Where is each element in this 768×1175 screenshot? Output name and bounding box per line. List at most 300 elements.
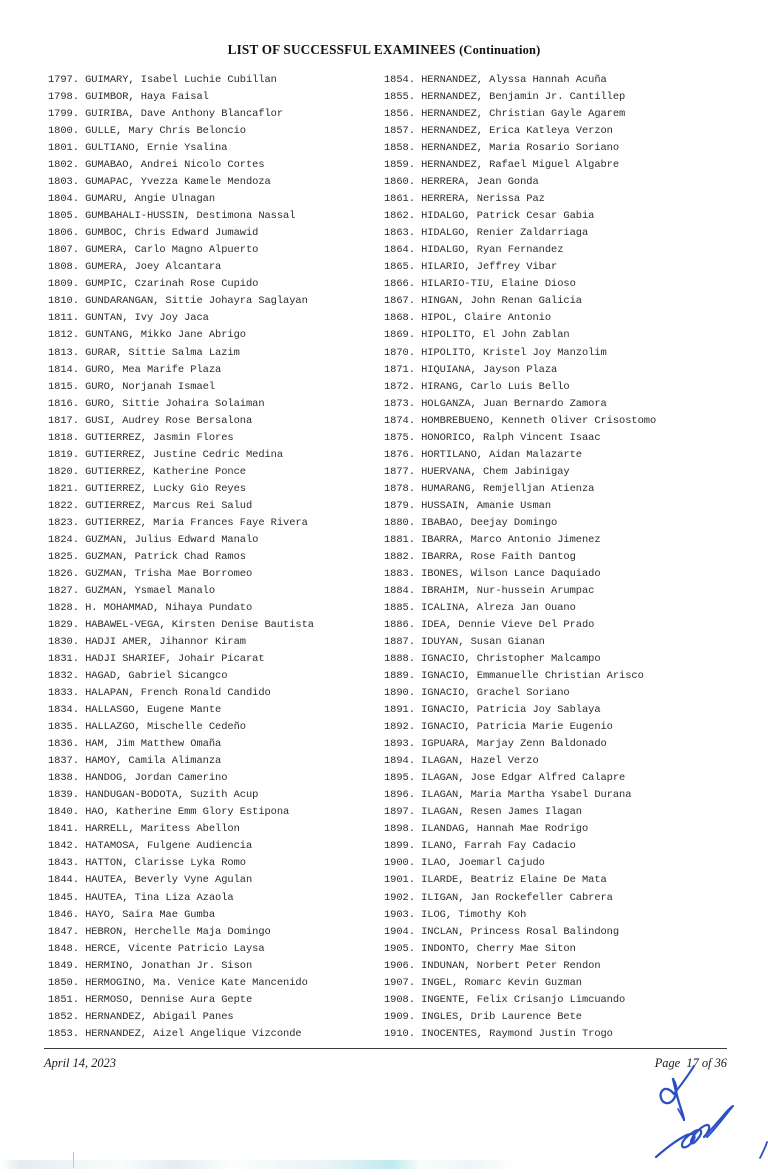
entry-name: HIDALGO, Renier Zaldarriaga xyxy=(421,227,589,240)
entry-number: 1909. xyxy=(384,1010,415,1023)
entry-name: HAMOY, Camila Alimanza xyxy=(85,755,222,768)
entry-name: INGLES, Drib Laurence Bete xyxy=(421,1010,582,1023)
entry-name: GUMARU, Angie Ulnagan xyxy=(85,193,216,206)
entry-number: 1908. xyxy=(384,993,415,1006)
list-item xyxy=(48,634,378,651)
list-item xyxy=(384,123,724,140)
list-item xyxy=(48,293,378,310)
entry-name: HAYO, Saira Mae Gumba xyxy=(85,908,216,921)
list-item xyxy=(384,924,724,941)
entry-number: 1821. xyxy=(48,482,79,495)
entry-number: 1815. xyxy=(48,380,79,393)
entry-number: 1866. xyxy=(384,278,415,291)
list-item xyxy=(384,753,724,770)
list-item xyxy=(384,413,724,430)
list-item xyxy=(384,668,724,685)
entry-name: GUZMAN, Trisha Mae Borromeo xyxy=(85,567,253,580)
entry-name: HEBRON, Herchelle Maja Domingo xyxy=(85,925,271,938)
entry-name: HIDALGO, Ryan Fernandez xyxy=(421,244,564,257)
entry-number: 1848. xyxy=(48,942,79,955)
entry-name: HERNANDEZ, Rafael Miguel Algabre xyxy=(421,159,620,172)
entry-name: IGNACIO, Christopher Malcampo xyxy=(421,653,601,666)
entry-name: HERMOGINO, Ma. Venice Kate Mancenido xyxy=(85,976,308,989)
entry-name: GURO, Mea Marife Plaza xyxy=(85,363,222,376)
entry-number: 1845. xyxy=(48,891,79,904)
list-item xyxy=(48,549,378,566)
entry-name: HAM, Jim Matthew Omaña xyxy=(85,738,222,751)
list-item xyxy=(48,583,378,600)
entry-name: IDUYAN, Susan Gianan xyxy=(421,636,545,649)
entry-number: 1853. xyxy=(48,1027,79,1040)
list-item xyxy=(48,1026,378,1043)
entry-name: ILARDE, Beatriz Elaine De Mata xyxy=(421,874,607,887)
entry-number: 1883. xyxy=(384,567,415,580)
list-item xyxy=(48,855,378,872)
entry-name: IGNACIO, Grachel Soriano xyxy=(421,687,570,700)
list-item xyxy=(48,242,378,259)
list-item xyxy=(384,787,724,804)
entry-name: HUMARANG, Remjelljan Atienza xyxy=(421,482,595,495)
list-item xyxy=(384,872,724,889)
examinee-column-right xyxy=(384,72,724,1043)
entry-number: 1882. xyxy=(384,550,415,563)
entry-name: HERNANDEZ, Aizel Angelique Vizconde xyxy=(85,1027,302,1040)
entry-number: 1857. xyxy=(384,125,415,138)
entry-number: 1839. xyxy=(48,789,79,802)
entry-number: 1820. xyxy=(48,465,79,478)
entry-number: 1802. xyxy=(48,159,79,172)
entry-number: 1828. xyxy=(48,601,79,614)
entry-name: IBRAHIM, Nur-hussein Arumpac xyxy=(421,584,595,597)
list-item xyxy=(48,327,378,344)
list-item xyxy=(48,821,378,838)
list-item xyxy=(48,481,378,498)
list-item xyxy=(48,532,378,549)
entry-name: GUZMAN, Ysmael Manalo xyxy=(85,584,216,597)
entry-number: 1818. xyxy=(48,431,79,444)
list-item xyxy=(384,736,724,753)
list-item xyxy=(384,259,724,276)
entry-number: 1811. xyxy=(48,312,79,325)
entry-name: HORTILANO, Aidan Malazarte xyxy=(421,448,582,461)
list-item xyxy=(48,430,378,447)
entry-name: HALAPAN, French Ronald Candido xyxy=(85,687,271,700)
entry-name: HAO, Katherine Emm Glory Estipona xyxy=(85,806,290,819)
list-item xyxy=(384,327,724,344)
entry-number: 1844. xyxy=(48,874,79,887)
entry-number: 1869. xyxy=(384,329,415,342)
entry-number: 1889. xyxy=(384,670,415,683)
entry-name: INCLAN, Princess Rosal Balindong xyxy=(421,925,620,938)
list-item xyxy=(48,157,378,174)
entry-name: HALLASGO, Eugene Mante xyxy=(85,704,222,717)
entry-number: 1907. xyxy=(384,976,415,989)
entry-number: 1891. xyxy=(384,704,415,717)
entry-name: ILAGAN, Hazel Verzo xyxy=(421,755,539,768)
entry-number: 1910. xyxy=(384,1027,415,1040)
entry-number: 1841. xyxy=(48,823,79,836)
entry-name: ICALINA, Alreza Jan Ouano xyxy=(421,601,576,614)
entry-number: 1850. xyxy=(48,976,79,989)
entry-number: 1901. xyxy=(384,874,415,887)
entry-number: 1897. xyxy=(384,806,415,819)
list-item xyxy=(384,481,724,498)
entry-number: 1877. xyxy=(384,465,415,478)
entry-name: HAUTEA, Beverly Vyne Agulan xyxy=(85,874,253,887)
entry-number: 1895. xyxy=(384,772,415,785)
entry-number: 1872. xyxy=(384,380,415,393)
list-item xyxy=(48,276,378,293)
entry-number: 1798. xyxy=(48,91,79,104)
entry-number: 1847. xyxy=(48,925,79,938)
entry-name: HILARIO, Jeffrey Vibar xyxy=(421,261,558,274)
entry-name: GUNTAN, Ivy Joy Jaca xyxy=(85,312,209,325)
entry-name: GUTIERREZ, Katherine Ponce xyxy=(85,465,246,478)
entry-number: 1875. xyxy=(384,431,415,444)
list-item xyxy=(384,515,724,532)
entry-name: IBONES, Wilson Lance Daquiado xyxy=(421,567,601,580)
entry-name: HERNANDEZ, Maria Rosario Soriano xyxy=(421,142,620,155)
entry-name: ILANO, Farrah Fay Cadacio xyxy=(421,840,576,853)
entry-number: 1805. xyxy=(48,210,79,223)
list-item xyxy=(384,362,724,379)
list-item xyxy=(384,634,724,651)
list-item xyxy=(48,651,378,668)
list-item xyxy=(48,890,378,907)
entry-name: ILAGAN, Maria Martha Ysabel Durana xyxy=(421,789,632,802)
entry-number: 1887. xyxy=(384,636,415,649)
list-item xyxy=(384,907,724,924)
list-item xyxy=(384,770,724,787)
list-item xyxy=(48,174,378,191)
list-item xyxy=(48,310,378,327)
list-item xyxy=(384,447,724,464)
entry-name: GUMABAO, Andrei Nicolo Cortes xyxy=(85,159,265,172)
list-item xyxy=(48,872,378,889)
entry-name: GUTIERREZ, Justine Cedric Medina xyxy=(85,448,284,461)
entry-number: 1862. xyxy=(384,210,415,223)
entry-number: 1807. xyxy=(48,244,79,257)
entry-name: HERNANDEZ, Abigail Panes xyxy=(85,1010,234,1023)
entry-name: GUZMAN, Julius Edward Manalo xyxy=(85,533,259,546)
list-item xyxy=(384,941,724,958)
entry-number: 1870. xyxy=(384,346,415,359)
list-item xyxy=(384,293,724,310)
entry-name: IBARRA, Marco Antonio Jimenez xyxy=(421,533,601,546)
entry-name: GUIMBOR, Haya Faisal xyxy=(85,91,209,104)
list-item xyxy=(384,396,724,413)
entry-name: IGPUARA, Marjay Zenn Baldonado xyxy=(421,738,607,751)
entry-name: IBARRA, Rose Faith Dantog xyxy=(421,550,576,563)
entry-number: 1878. xyxy=(384,482,415,495)
list-item xyxy=(384,855,724,872)
entry-number: 1876. xyxy=(384,448,415,461)
entry-name: ILAGAN, Jose Edgar Alfred Calapre xyxy=(421,772,626,785)
entry-name: HONORICO, Ralph Vincent Isaac xyxy=(421,431,601,444)
entry-name: HANDUGAN-BODOTA, Suzith Acup xyxy=(85,789,259,802)
entry-number: 1804. xyxy=(48,193,79,206)
entry-name: HIPOLITO, Kristel Joy Manzolim xyxy=(421,346,607,359)
entry-number: 1800. xyxy=(48,125,79,138)
list-item xyxy=(48,345,378,362)
entry-number: 1854. xyxy=(384,74,415,86)
entry-number: 1833. xyxy=(48,687,79,700)
list-item xyxy=(48,770,378,787)
entry-name: HUSSAIN, Amanie Usman xyxy=(421,499,552,512)
list-item xyxy=(384,992,724,1009)
list-item xyxy=(384,242,724,259)
list-item xyxy=(48,787,378,804)
entry-number: 1893. xyxy=(384,738,415,751)
entry-number: 1860. xyxy=(384,176,415,189)
list-item xyxy=(384,174,724,191)
list-item xyxy=(48,259,378,276)
list-item xyxy=(48,702,378,719)
entry-number: 1886. xyxy=(384,619,415,631)
list-item xyxy=(384,549,724,566)
list-item xyxy=(48,191,378,208)
page-title-continuation: (Continuation) xyxy=(459,43,541,57)
entry-number: 1835. xyxy=(48,721,79,734)
entry-name: GURO, Sittie Johaira Solaiman xyxy=(85,397,265,410)
handwritten-signature xyxy=(636,1062,768,1168)
footer-page-number: Page 17 of 36 xyxy=(654,1056,727,1070)
list-item xyxy=(48,413,378,430)
entry-number: 1842. xyxy=(48,840,79,853)
entry-name: HIDALGO, Patrick Cesar Gabia xyxy=(421,210,595,223)
page-title xyxy=(0,42,768,58)
list-item xyxy=(48,140,378,157)
list-item xyxy=(48,924,378,941)
entry-name: IGNACIO, Emmanuelle Christian Arisco xyxy=(421,670,644,683)
entry-name: GUMBOC, Chris Edward Jumawid xyxy=(85,227,259,240)
entry-number: 1825. xyxy=(48,550,79,563)
entry-name: HIPOLITO, El John Zablan xyxy=(421,329,570,342)
list-item xyxy=(384,140,724,157)
list-item xyxy=(384,804,724,821)
list-item xyxy=(384,532,724,549)
list-item xyxy=(48,617,378,634)
list-item xyxy=(384,345,724,362)
entry-name: GURO, Norjanah Ismael xyxy=(85,380,216,393)
entry-number: 1896. xyxy=(384,789,415,802)
footer-divider xyxy=(44,1048,727,1049)
entry-name: GUTIERREZ, Marcus Rei Salud xyxy=(85,499,253,512)
entry-name: HUERVANA, Chem Jabinigay xyxy=(421,465,570,478)
entry-number: 1840. xyxy=(48,806,79,819)
entry-number: 1867. xyxy=(384,295,415,308)
entry-number: 1826. xyxy=(48,567,79,580)
list-item xyxy=(384,821,724,838)
list-item xyxy=(48,600,378,617)
entry-name: GUTIERREZ, Lucky Gio Reyes xyxy=(85,482,246,495)
list-item xyxy=(48,736,378,753)
entry-number: 1806. xyxy=(48,227,79,240)
entry-name: GUMERA, Carlo Magno Alpuerto xyxy=(85,244,259,257)
entry-number: 1836. xyxy=(48,738,79,751)
scan-artifact-edge xyxy=(0,1160,768,1169)
entry-name: HIQUIANA, Jayson Plaza xyxy=(421,363,558,376)
entry-number: 1831. xyxy=(48,653,79,666)
list-item xyxy=(384,498,724,515)
entry-number: 1892. xyxy=(384,721,415,734)
list-item xyxy=(48,208,378,225)
entry-number: 1890. xyxy=(384,687,415,700)
list-item xyxy=(384,583,724,600)
list-item xyxy=(384,617,724,634)
list-item xyxy=(384,702,724,719)
list-item xyxy=(48,668,378,685)
entry-number: 1799. xyxy=(48,108,79,121)
entry-number: 1855. xyxy=(384,91,415,104)
list-item xyxy=(384,106,724,123)
list-item xyxy=(48,123,378,140)
list-item xyxy=(384,1026,724,1043)
list-item xyxy=(384,157,724,174)
entry-name: GUZMAN, Patrick Chad Ramos xyxy=(85,550,246,563)
entry-number: 1873. xyxy=(384,397,415,410)
entry-number: 1902. xyxy=(384,891,415,904)
list-item xyxy=(384,191,724,208)
list-item xyxy=(48,975,378,992)
entry-name: H. MOHAMMAD, Nihaya Pundato xyxy=(85,601,253,614)
entry-number: 1859. xyxy=(384,159,415,172)
entry-name: ILAO, Joemarl Cajudo xyxy=(421,857,545,870)
entry-number: 1865. xyxy=(384,261,415,274)
entry-number: 1858. xyxy=(384,142,415,155)
footer-date: April 14, 2023 xyxy=(44,1056,116,1070)
entry-name: GUMERA, Joey Alcantara xyxy=(85,261,222,274)
list-item xyxy=(384,838,724,855)
entry-number: 1874. xyxy=(384,414,415,427)
entry-name: HAUTEA, Tina Liza Azaola xyxy=(85,891,234,904)
list-item xyxy=(48,566,378,583)
list-item xyxy=(48,379,378,396)
entry-number: 1884. xyxy=(384,584,415,597)
entry-name: HIPOL, Claire Antonio xyxy=(421,312,552,325)
entry-name: ILANDAG, Hannah Mae Rodrigo xyxy=(421,823,589,836)
entry-number: 1843. xyxy=(48,857,79,870)
list-item xyxy=(384,1009,724,1026)
entry-number: 1823. xyxy=(48,516,79,529)
entry-number: 1861. xyxy=(384,193,415,206)
list-item xyxy=(48,685,378,702)
list-item xyxy=(48,106,378,123)
entry-name: IBABAO, Deejay Domingo xyxy=(421,516,558,529)
entry-number: 1903. xyxy=(384,908,415,921)
list-item xyxy=(384,600,724,617)
entry-name: HERRERA, Nerissa Paz xyxy=(421,193,545,206)
list-item xyxy=(384,72,724,89)
list-item xyxy=(384,225,724,242)
list-item xyxy=(48,907,378,924)
entry-name: HERRERA, Jean Gonda xyxy=(421,176,539,189)
entry-name: HOLGANZA, Juan Bernardo Zamora xyxy=(421,397,607,410)
entry-name: ILOG, Timothy Koh xyxy=(421,908,527,921)
list-item xyxy=(48,225,378,242)
entry-number: 1849. xyxy=(48,959,79,972)
list-item xyxy=(384,719,724,736)
entry-number: 1856. xyxy=(384,108,415,121)
entry-name: HATTON, Clarisse Lyka Romo xyxy=(85,857,246,870)
entry-number: 1881. xyxy=(384,533,415,546)
entry-number: 1830. xyxy=(48,636,79,649)
page-title-main: LIST OF SUCCESSFUL EXAMINEES xyxy=(227,42,456,57)
entry-number: 1837. xyxy=(48,755,79,768)
entry-name: HERCE, Vicente Patricio Laysa xyxy=(85,942,265,955)
entry-number: 1879. xyxy=(384,499,415,512)
entry-name: INOCENTES, Raymond Justin Trogo xyxy=(421,1027,613,1040)
entry-name: HERMOSO, Dennise Aura Gepte xyxy=(85,993,253,1006)
entry-name: HERNANDEZ, Alyssa Hannah Acuña xyxy=(421,74,607,86)
entry-number: 1888. xyxy=(384,653,415,666)
entry-name: GURAR, Sittie Salma Lazim xyxy=(85,346,240,359)
entry-name: HABAWEL-VEGA, Kirsten Denise Bautista xyxy=(85,619,314,631)
examinee-columns xyxy=(48,72,724,1043)
entry-number: 1834. xyxy=(48,704,79,717)
list-item xyxy=(48,992,378,1009)
entry-number: 1898. xyxy=(384,823,415,836)
entry-number: 1824. xyxy=(48,533,79,546)
list-item xyxy=(48,362,378,379)
page-footer xyxy=(44,1056,727,1071)
entry-name: IGNACIO, Patricia Marie Eugenio xyxy=(421,721,613,734)
list-item xyxy=(48,89,378,106)
entry-number: 1803. xyxy=(48,176,79,189)
list-item xyxy=(384,651,724,668)
entry-name: GULTIANO, Ernie Ysalina xyxy=(85,142,228,155)
entry-number: 1899. xyxy=(384,840,415,853)
entry-number: 1812. xyxy=(48,329,79,342)
entry-name: GUNDARANGAN, Sittie Johayra Saglayan xyxy=(85,295,308,308)
list-item xyxy=(384,379,724,396)
entry-name: HAGAD, Gabriel Sicangco xyxy=(85,670,228,683)
entry-name: ILAGAN, Resen James Ilagan xyxy=(421,806,582,819)
entry-name: HANDOG, Jordan Camerino xyxy=(85,772,228,785)
entry-name: INGENTE, Felix Crisanjo Limcuando xyxy=(421,993,626,1006)
entry-name: HADJI AMER, Jihannor Kiram xyxy=(85,636,246,649)
examinee-column-left xyxy=(48,72,378,1043)
entry-name: GUTIERREZ, Maria Frances Faye Rivera xyxy=(85,516,308,529)
list-item xyxy=(48,447,378,464)
entry-name: HALLAZGO, Mischelle Cedeño xyxy=(85,721,246,734)
entry-name: GUTIERREZ, Jasmin Flores xyxy=(85,431,234,444)
list-item xyxy=(48,753,378,770)
list-item xyxy=(48,1009,378,1026)
list-item xyxy=(384,310,724,327)
list-item xyxy=(384,566,724,583)
entry-number: 1829. xyxy=(48,619,79,631)
entry-name: HERMINO, Jonathan Jr. Sison xyxy=(85,959,253,972)
entry-name: IGNACIO, Patricia Joy Sablaya xyxy=(421,704,601,717)
list-item xyxy=(48,958,378,975)
list-item xyxy=(48,838,378,855)
entry-number: 1864. xyxy=(384,244,415,257)
entry-number: 1816. xyxy=(48,397,79,410)
entry-number: 1832. xyxy=(48,670,79,683)
entry-number: 1814. xyxy=(48,363,79,376)
entry-number: 1906. xyxy=(384,959,415,972)
entry-name: GUIRIBA, Dave Anthony Blancaflor xyxy=(85,108,284,121)
entry-name: INDUNAN, Norbert Peter Rendon xyxy=(421,959,601,972)
entry-name: ILIGAN, Jan Rockefeller Cabrera xyxy=(421,891,613,904)
entry-number: 1863. xyxy=(384,227,415,240)
entry-number: 1801. xyxy=(48,142,79,155)
entry-number: 1809. xyxy=(48,278,79,291)
list-item xyxy=(48,941,378,958)
entry-name: GUMPIC, Czarinah Rose Cupido xyxy=(85,278,259,291)
entry-number: 1819. xyxy=(48,448,79,461)
